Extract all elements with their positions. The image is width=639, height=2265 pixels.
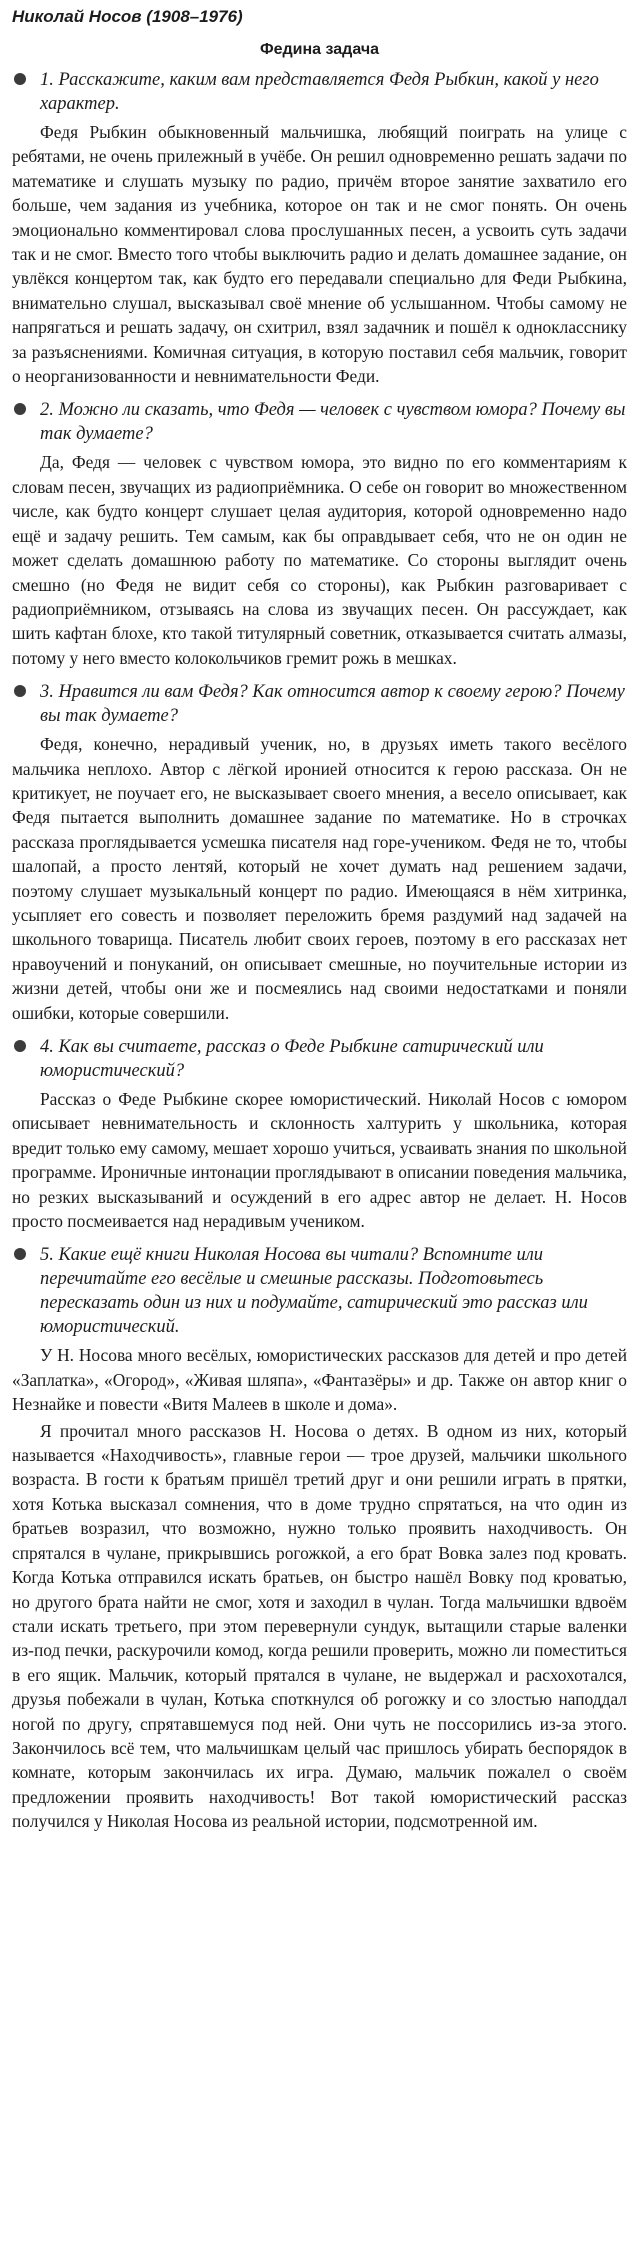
question-2 (12, 398, 627, 446)
section-3 (12, 680, 627, 1025)
section-4 (12, 1035, 627, 1233)
question-number: 1. (40, 70, 54, 90)
bullet-icon (14, 1040, 26, 1052)
section-2 (12, 398, 627, 670)
question-1 (12, 68, 627, 116)
answer-paragraph: У Н. Носова много весёлых, юмористических рассказов для детей и про детей «Заплатка», «Огород», «Живая шляпа», «Фантазёры» и др. Также он автор книг о Незнайке и повести «Витя Малеев в школе и дома». (12, 1345, 627, 1415)
answer-paragraph: Федя Рыбкин обыкновенный мальчишка, любящий поиграть на улице с ребятами, не очень прилежный в учёбе. Он решил одновременно решать задачи по математике и слушать музыку по радио, причём второе занятие захватило его больше, чем задания из учебника, которое он так и не смог понять. Он очень эмоционально комментировал слова прослушанных песен, а усвоить суть задачи так и не смог. Вместо того чтобы выключить радио и делать домашнее задание, он увлёкся концертом так, как будто его передавали специально для Феди Рыбкина, внимательно слушал, высказывал своё мнение об услышанном. Чтобы самому не напрягаться и решать задачу, он схитрил, взял задачник и пошёл к однокласснику за разъяснениями. Комичная ситуация, в которую поставил себя мальчик, говорит о неорганизованности и невнимательности Феди. (12, 122, 627, 387)
question-text: Нравится ли вам Федя? Как относится автор к своему герою? Почему вы так думаете? (40, 682, 625, 727)
question-number: 4. (40, 1037, 54, 1057)
question-3 (12, 680, 627, 728)
bullet-icon (14, 1248, 26, 1260)
answer-paragraph: Я прочитал много рассказов Н. Носова о детях. В одном из них, который называется «Находчивость», главные герои — трое друзей, мальчики школьного возраста. В гости к братьям пришёл третий друг и они решили играть в прятки, хотя Котька высказал сомнения, что в доме трудно спрятаться, на что один из братьев возразил, что возможно, нужно только проявить находчивость. Он спрятался в чулане, прикрывшись рогожкой, а его брат Вовка залез под кровать. Когда Котька отправился искать братьев, он быстро нашёл Вовку под кроватью, но другого брата найти не смог, хотя и заходил в чулан. Тогда мальчишки вдвоём стали искать третьего, при этом перевернули сундук, вытащили старые валенки из-под печки, раскурочили комод, когда решили проверить, можно ли поместиться в его ящик. Мальчик, который прятался в чулане, не выдержал и расхохотался, друзья побежали в чулан, Котька споткнулся об рогожку и со злостью наподдал ногой по другу, спрятавшемуся под ней. Они чуть не поссорились из-за этого. Закончилось всё тем, что мальчишкам целый час пришлось убирать беспорядок в комнате, которым закончилась их игра. Думаю, мальчик пожалел о своём предложении проявить находчивость! Вот такой юмористический рассказ получился у Николая Носова из реальной истории, подсмотренной им. (12, 1420, 627, 1832)
story-title: Федина задача (259, 41, 380, 58)
question-5 (12, 1243, 627, 1339)
section-1 (12, 68, 627, 388)
question-4 (12, 1035, 627, 1083)
bullet-icon (14, 685, 26, 697)
answer-paragraph: Да, Федя — человек с чувством юмора, это видно по его комментариям к словам песен, звучащих из радиоприёмника. О себе он говорит во множественном числе, как будто концерт слушает целая аудитория, которой одновременно надо ещё и задачу решить. Тем самым, как бы оправдывает себя, что не он один не может сделать домашнюю работу по математике. Со стороны выглядит очень смешно (но Федя не видит себя со стороны), как Рыбкин разговаривает с радиоприёмником, отзываясь на слова из звучащих песен. Он рассуждает, как шить кафтан блохе, кто такой титулярный советник, отказывается считать алмазы, потому у него вместо колокольчиков гремит рожь в мешках. (12, 452, 627, 668)
question-number: 3. (40, 682, 54, 703)
question-text: Можно ли сказать, что Федя — человек с чувством юмора? Почему вы так думаете? (40, 400, 626, 445)
question-number: 5. (40, 1245, 54, 1266)
answer-paragraph: Федя, конечно, нерадивый ученик, но, в друзьях иметь такого весёлого мальчика неплохо. Автор с лёгкой иронией относится к герою рассказа. Он не критикует, не поучает его, не высказывает своего мнения, а весело описывает, как Федя пытается выполнить домашнее задание по математике. Но в строчках рассказа проглядывается усмешка писателя над горе-учеником. Федя не то, чтобы шалопай, а просто лентяй, который не хочет думать над решением задачи, поэтому слушает музыкальный концерт по радио. Имеющаяся в нём хитринка, усыпляет его совесть и позволяет переложить бремя раздумий над задачей на школьного товарища. Писатель любит своих героев, поэтому в его рассказах нет нравоучений и понуканий, он описывает смешные, но поучительные истории из жизни детей, чтобы они же и посмеялись над своими недостатками и поняли ошибки, которые совершили. (12, 734, 627, 1023)
answer-paragraph: Рассказ о Феде Рыбкине скорее юмористический. Николай Носов с юмором описывает невнимательность и склонность халтурить у школьника, которая вредит только ему самому, мешает хорошо учиться, усваивать знания по школьной программе. Ироничные интонации проглядывают в описании поведения мальчика, но резких высказываний и осуждений в его адрес автор не делает. Н. Носов просто посмеивается над нерадивым учеником. (12, 1089, 627, 1232)
author-heading: Николай Носов (1908–1976) (12, 7, 243, 26)
bullet-icon (14, 73, 26, 85)
question-number: 2. (40, 400, 54, 421)
section-5 (12, 1243, 627, 1833)
question-text: Расскажите, каким вам представляется Федя Рыбкин, какой у него характер. (40, 70, 599, 114)
question-text: Какие ещё книги Николая Носова вы читали? Вспомните или перечитайте его весёлые и смешные рассказы. Подготовьтесь пересказать один из них и подумайте, сатирический это рассказ или юмористический. (40, 1245, 588, 1338)
question-text: Как вы считаете, рассказ о Феде Рыбкине сатирический или юмористический? (40, 1037, 544, 1081)
bullet-icon (14, 403, 26, 415)
